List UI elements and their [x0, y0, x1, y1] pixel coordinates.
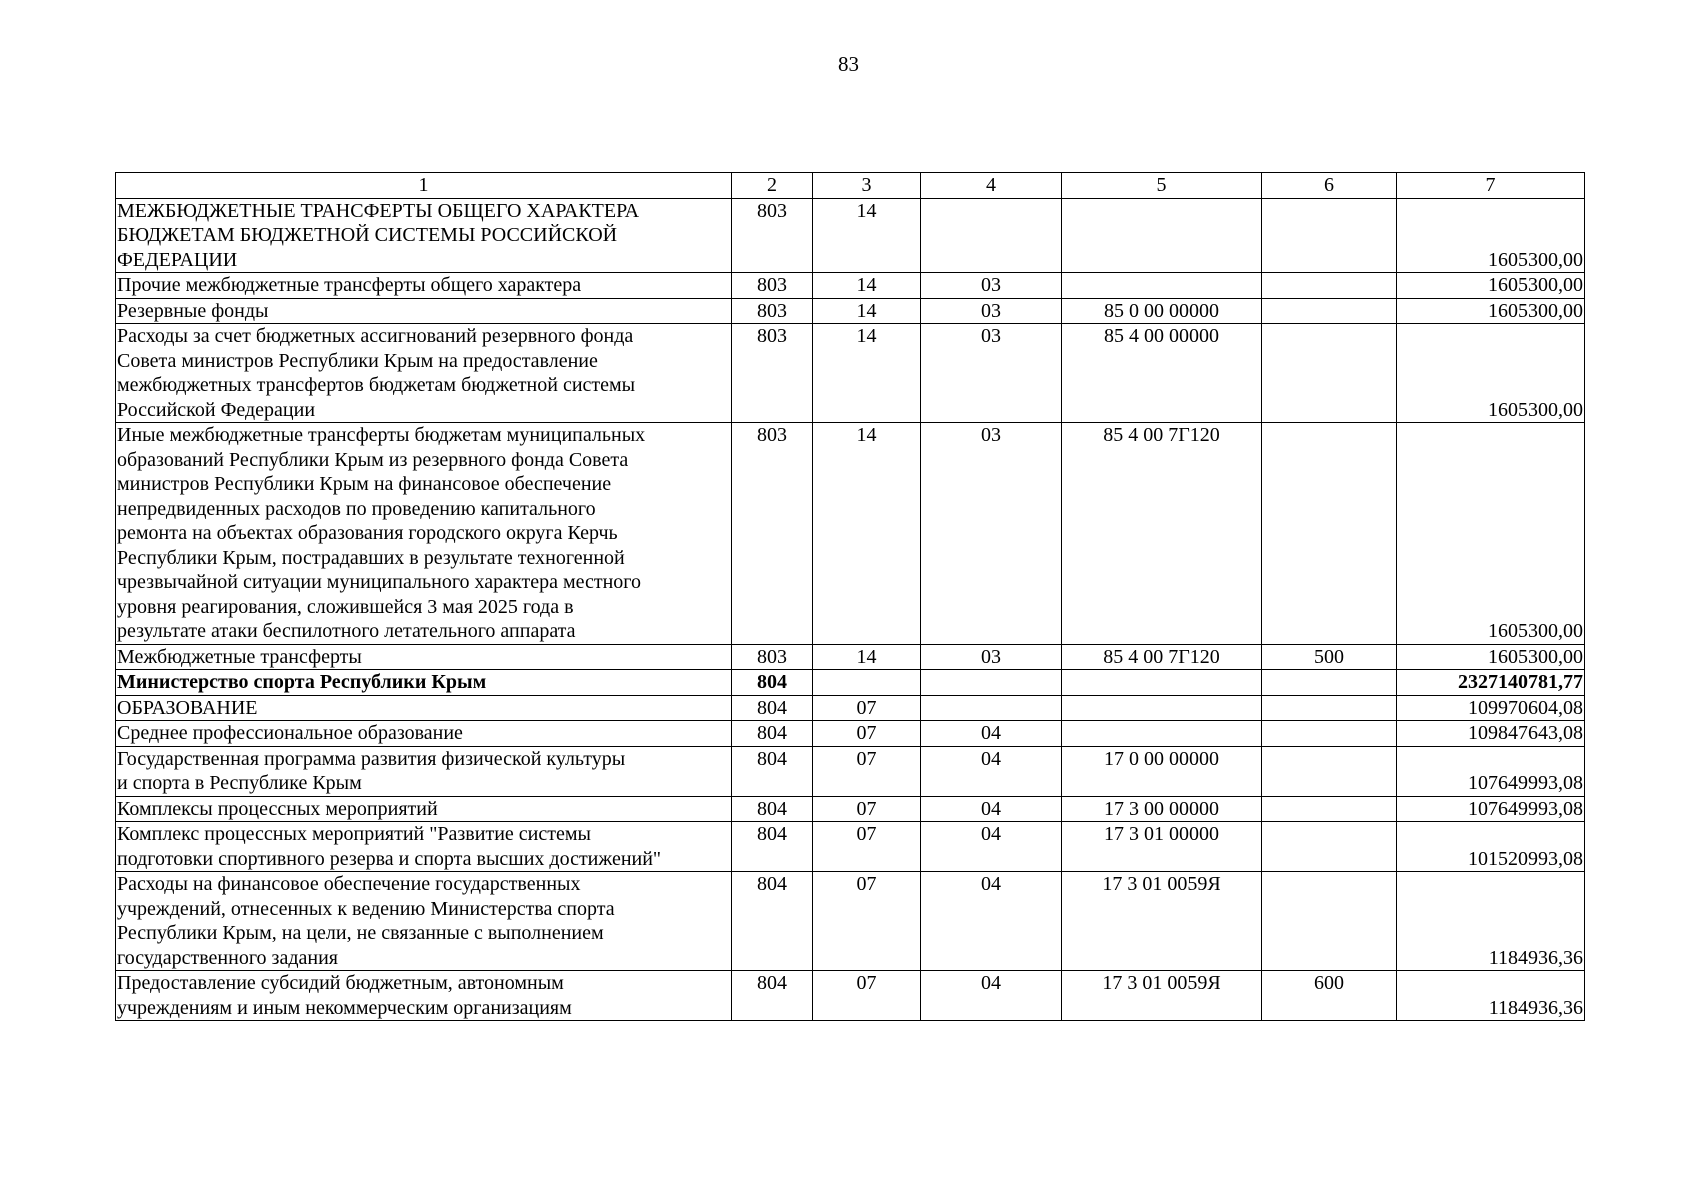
expense-type-cell	[1262, 796, 1397, 822]
amount-cell: 101520993,08	[1397, 822, 1585, 872]
amount-cell: 107649993,08	[1397, 796, 1585, 822]
table-row	[116, 198, 1585, 273]
ministry-code-cell: 804	[732, 872, 813, 971]
section-code-cell: 07	[813, 721, 921, 747]
table-row	[116, 971, 1585, 1021]
section-code-cell: 14	[813, 298, 921, 324]
column-number-1: 1	[116, 173, 732, 199]
section-code-cell: 14	[813, 198, 921, 273]
section-code-cell: 14	[813, 644, 921, 670]
table-row	[116, 695, 1585, 721]
column-number-6: 6	[1262, 173, 1397, 199]
section-code-cell: 14	[813, 423, 921, 645]
table-header-row	[116, 173, 1585, 199]
section-code-cell: 14	[813, 273, 921, 299]
amount-cell: 1184936,36	[1397, 872, 1585, 971]
ministry-code-cell: 804	[732, 746, 813, 796]
expense-type-cell	[1262, 324, 1397, 423]
target-article-cell: 17 3 01 00000	[1062, 822, 1262, 872]
column-number-2: 2	[732, 173, 813, 199]
table-row	[116, 324, 1585, 423]
expense-type-cell: 600	[1262, 971, 1397, 1021]
expense-type-cell	[1262, 822, 1397, 872]
ministry-code-cell: 803	[732, 198, 813, 273]
ministry-code-cell: 804	[732, 971, 813, 1021]
amount-cell: 107649993,08	[1397, 746, 1585, 796]
target-article-cell: 85 4 00 00000	[1062, 324, 1262, 423]
target-article-cell: 85 4 00 7Г120	[1062, 644, 1262, 670]
ministry-code-cell: 804	[732, 721, 813, 747]
target-article-cell: 17 3 00 00000	[1062, 796, 1262, 822]
expense-type-cell: 500	[1262, 644, 1397, 670]
page-number: 83	[838, 52, 859, 76]
table-row	[116, 298, 1585, 324]
amount-cell: 2327140781,77	[1397, 670, 1585, 696]
subsection-code-cell: 04	[921, 872, 1062, 971]
expense-type-cell	[1262, 721, 1397, 747]
ministry-code-cell: 804	[732, 822, 813, 872]
row-name-cell: ОБРАЗОВАНИЕ	[116, 695, 732, 721]
section-code-cell: 07	[813, 796, 921, 822]
ministry-code-cell: 803	[732, 324, 813, 423]
row-name-cell: Расходы на финансовое обеспечение государственных учреждений, отнесенных к ведению Министерства спорта Республики Крым, на цели, не связанные с выполнением государственного задания	[116, 872, 732, 971]
ministry-code-cell: 804	[732, 695, 813, 721]
expense-type-cell	[1262, 670, 1397, 696]
section-code-cell: 07	[813, 872, 921, 971]
table-row	[116, 746, 1585, 796]
table-row	[116, 423, 1585, 645]
section-code-cell: 07	[813, 822, 921, 872]
amount-cell: 1605300,00	[1397, 423, 1585, 645]
subsection-code-cell: 03	[921, 644, 1062, 670]
subsection-code-cell: 03	[921, 324, 1062, 423]
expense-type-cell	[1262, 298, 1397, 324]
table-row	[116, 822, 1585, 872]
row-name-cell: Государственная программа развития физической культуры и спорта в Республике Крым	[116, 746, 732, 796]
expense-type-cell	[1262, 273, 1397, 299]
row-name-cell: Министерство спорта Республики Крым	[116, 670, 732, 696]
target-article-cell: 17 3 01 0059Я	[1062, 872, 1262, 971]
subsection-code-cell: 04	[921, 721, 1062, 747]
ministry-code-cell: 803	[732, 273, 813, 299]
expense-type-cell	[1262, 746, 1397, 796]
target-article-cell: 17 3 01 0059Я	[1062, 971, 1262, 1021]
amount-cell: 1605300,00	[1397, 198, 1585, 273]
target-article-cell	[1062, 695, 1262, 721]
row-name-cell: Расходы за счет бюджетных ассигнований резервного фонда Совета министров Республики Крым на предоставление межбюджетных трансфертов бюджетам бюджетной системы Российской Федерации	[116, 324, 732, 423]
row-name-cell: Комплекс процессных мероприятий "Развитие системы подготовки спортивного резерва и спорта высших достижений"	[116, 822, 732, 872]
table-row	[116, 721, 1585, 747]
row-name-cell: Межбюджетные трансферты	[116, 644, 732, 670]
row-name-cell: Прочие межбюджетные трансферты общего характера	[116, 273, 732, 299]
row-name-cell: Комплексы процессных мероприятий	[116, 796, 732, 822]
amount-cell: 1605300,00	[1397, 273, 1585, 299]
subsection-code-cell	[921, 198, 1062, 273]
table-row	[116, 872, 1585, 971]
table-row	[116, 273, 1585, 299]
amount-cell: 109970604,08	[1397, 695, 1585, 721]
budget-table-body	[116, 173, 1585, 1021]
section-code-cell: 07	[813, 971, 921, 1021]
row-name-cell: Резервные фонды	[116, 298, 732, 324]
section-code-cell	[813, 670, 921, 696]
subsection-code-cell	[921, 695, 1062, 721]
ministry-code-cell: 804	[732, 670, 813, 696]
expense-type-cell	[1262, 695, 1397, 721]
subsection-code-cell: 03	[921, 273, 1062, 299]
expense-type-cell	[1262, 198, 1397, 273]
subsection-code-cell: 03	[921, 423, 1062, 645]
ministry-code-cell: 803	[732, 423, 813, 645]
subsection-code-cell: 03	[921, 298, 1062, 324]
target-article-cell	[1062, 721, 1262, 747]
expense-type-cell	[1262, 872, 1397, 971]
target-article-cell	[1062, 273, 1262, 299]
column-number-4: 4	[921, 173, 1062, 199]
row-name-cell: Предоставление субсидий бюджетным, автономным учреждениям и иным некоммерческим организациям	[116, 971, 732, 1021]
subsection-code-cell: 04	[921, 822, 1062, 872]
ministry-code-cell: 803	[732, 298, 813, 324]
row-name-cell: Иные межбюджетные трансферты бюджетам муниципальных образований Республики Крым из резервного фонда Совета министров Республики Крым на финансовое обеспечение непредвиденных расходов по проведению капитального ремонта на объектах образования городского округа Керчь Республики Крым, пострадавших в результате техногенной чрезвычайной ситуации муниципального характера местного уровня реагирования, сложившейся 3 мая 2025 года в результате атаки беспилотного летательного аппарата	[116, 423, 732, 645]
amount-cell: 109847643,08	[1397, 721, 1585, 747]
ministry-code-cell: 804	[732, 796, 813, 822]
subsection-code-cell: 04	[921, 796, 1062, 822]
amount-cell: 1605300,00	[1397, 324, 1585, 423]
column-number-3: 3	[813, 173, 921, 199]
target-article-cell	[1062, 670, 1262, 696]
budget-table	[115, 172, 1585, 1021]
table-row	[116, 796, 1585, 822]
table-row	[116, 670, 1585, 696]
section-code-cell: 07	[813, 695, 921, 721]
section-code-cell: 07	[813, 746, 921, 796]
row-name-cell: Среднее профессиональное образование	[116, 721, 732, 747]
expense-type-cell	[1262, 423, 1397, 645]
amount-cell: 1605300,00	[1397, 298, 1585, 324]
row-name-cell: МЕЖБЮДЖЕТНЫЕ ТРАНСФЕРТЫ ОБЩЕГО ХАРАКТЕРА БЮДЖЕТАМ БЮДЖЕТНОЙ СИСТЕМЫ РОССИЙСКОЙ ФЕДЕРАЦИИ	[116, 198, 732, 273]
section-code-cell: 14	[813, 324, 921, 423]
target-article-cell: 85 4 00 7Г120	[1062, 423, 1262, 645]
ministry-code-cell: 803	[732, 644, 813, 670]
subsection-code-cell: 04	[921, 971, 1062, 1021]
subsection-code-cell	[921, 670, 1062, 696]
column-number-7: 7	[1397, 173, 1585, 199]
subsection-code-cell: 04	[921, 746, 1062, 796]
amount-cell: 1605300,00	[1397, 644, 1585, 670]
target-article-cell: 85 0 00 00000	[1062, 298, 1262, 324]
amount-cell: 1184936,36	[1397, 971, 1585, 1021]
column-number-5: 5	[1062, 173, 1262, 199]
table-row	[116, 644, 1585, 670]
target-article-cell: 17 0 00 00000	[1062, 746, 1262, 796]
target-article-cell	[1062, 198, 1262, 273]
